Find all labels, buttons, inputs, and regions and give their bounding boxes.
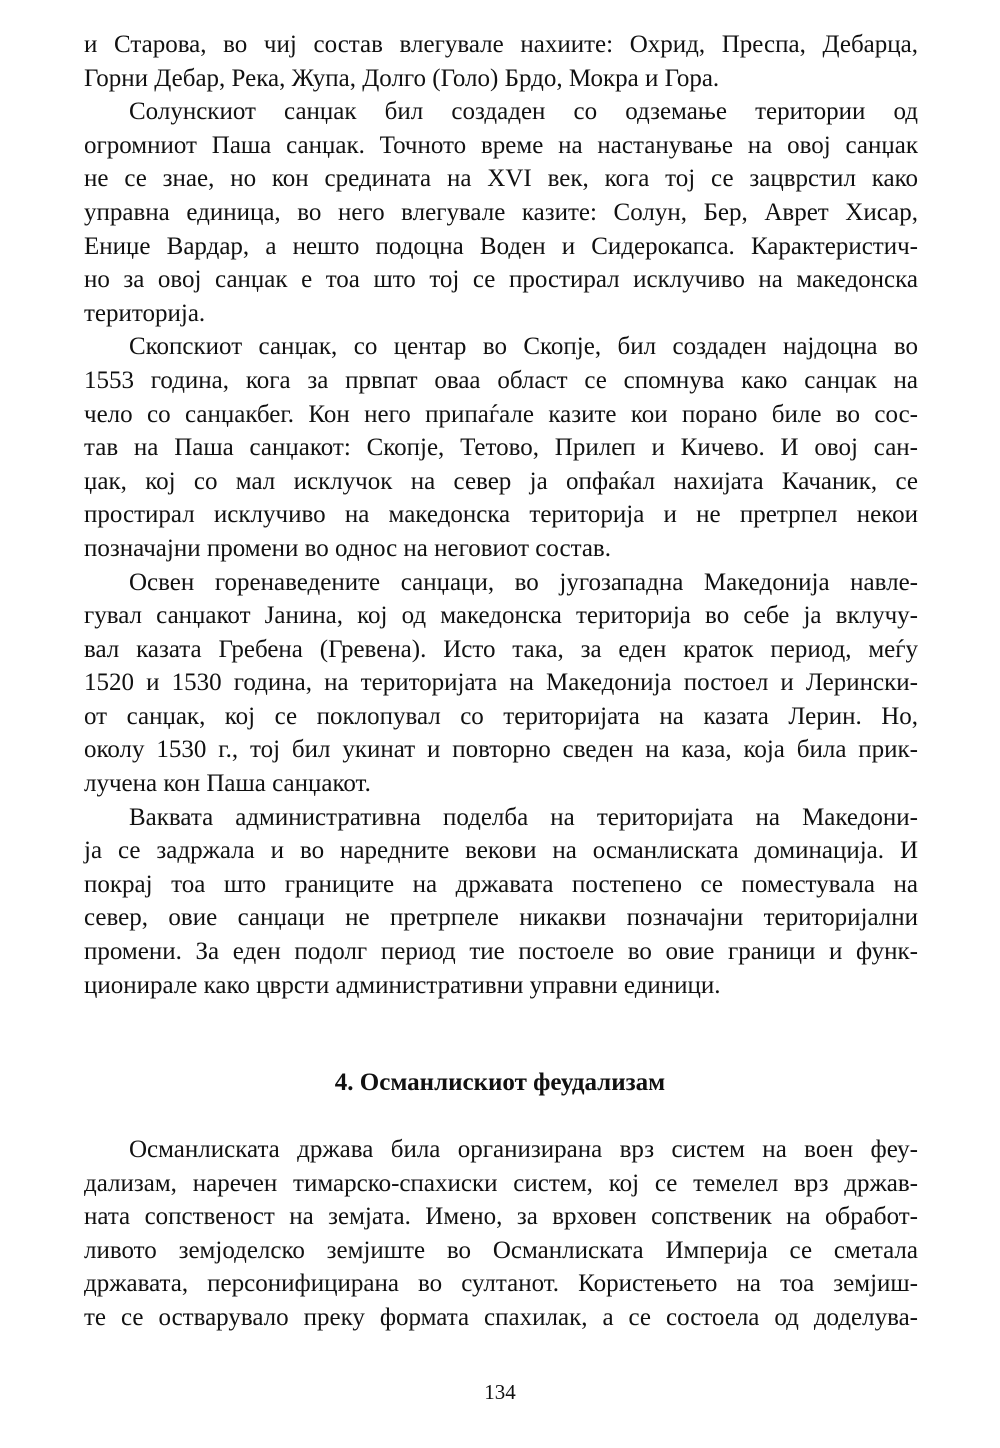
text-line: Горни Дебар, Река, Жупа, Долго (Голо) Брдо, Мокра и Гора. (84, 64, 720, 92)
text-line: те се остварувало преку формата спахилак, а се состоела од доделува- (84, 1303, 918, 1331)
text-line: Ениџе Вардар, а нешто подоцна Воден и Сидерокапса. Карактеристич- (84, 232, 918, 260)
text-line: џак, кој со мал исклучок на север ја опфаќал нахијата Качаник, се (84, 467, 918, 495)
text-line: промени. За еден подолг период тие постоеле во овие граници и функ- (84, 938, 918, 966)
text-line: огромниот Паша санџак. Точното време на настанување на овој санџак (84, 131, 918, 159)
text-line: простирал исклучиво на македонска територија и не претрпел некои (84, 501, 918, 529)
text-line: и Старова, во чиј состав влегувале нахиите: Охрид, Преспа, Дебарца, (84, 31, 918, 58)
text-line: територија. (84, 299, 206, 327)
text-line: Освен горенаведените санџаци, во југозападна Македонија навле- (129, 568, 918, 596)
page-number: 134 (484, 1380, 516, 1404)
text-line: 1553 година, кога за првпат оваа област се спомнува како санџак на (84, 366, 918, 394)
text-line: Ваквата административна поделба на територијата на Македони- (129, 803, 918, 831)
text-line: ливото земјоделско земјиште во Османлиската Империја се сметала (84, 1236, 918, 1264)
text-line: околу 1530 г., тој бил укинат и повторно сведен на каза, која била прик- (84, 736, 918, 764)
text-line: Солунскиот санџак бил создаден со одземање територии од (129, 98, 918, 126)
text-line: чело со санџакбег. Кон него припаѓале казите кои порано биле во сос- (84, 400, 918, 428)
text-line: ционирале како цврсти административни управни единици. (84, 971, 721, 999)
text-line: дализам, наречен тимарско-спахиски систем, кој се темелел врз држав- (84, 1169, 918, 1197)
body-text-top (84, 28, 918, 1002)
text-line: но за овој санџак е тоа што тој се простирал исклучиво на македонска (84, 266, 918, 294)
text-line: вал казата Гребена (Гревена). Исто така, за еден краток период, меѓу (84, 635, 918, 663)
text-line: ната сопственост на земјата. Имено, за врховен сопственик на обработ- (84, 1203, 918, 1231)
text-line: државата, персонифицирана во султанот. Користењето на тоа земјиш- (84, 1270, 918, 1298)
text-line: покрај тоа што границите на државата постепено се поместувала на (84, 870, 918, 898)
text-line: управна единица, во него влегувале казите: Солун, Бер, Аврет Хисар, (84, 198, 918, 226)
text-line: позначајни промени во однос на неговиот состав. (84, 534, 611, 562)
text-line: гувал санџакот Јанина, кој од македонска територија во себе ја вклучу- (84, 602, 918, 630)
text-line: не се знае, но кон средината на XVI век, кога тој се зацврстил како (84, 165, 918, 193)
body-text-bottom (84, 1133, 918, 1335)
text-line: от санџак, кој се поклопувал со територијата на казата Лерин. Но, (84, 702, 918, 730)
text-line: ја се задржала и во наредните векови на османлиската доминација. И (84, 837, 918, 865)
text-line: лучена кон Паша санџакот. (84, 770, 371, 798)
text-line: 1520 и 1530 година, на територијата на Македонија постоел и Леринcки- (84, 669, 918, 697)
text-line: север, овие санџаци не претрпеле никакви позначајни територијални (84, 904, 918, 932)
text-line: Османлиската држава била организирана врз систем на воен феу- (129, 1136, 918, 1163)
section-heading: 4. Османлискиот феудализам (334, 1069, 666, 1096)
text-line: тав на Паша санџакот: Скопје, Тетово, Прилеп и Кичево. И овој сан- (84, 434, 918, 462)
text-line: Скопскиот санџак, со центар во Скопје, бил создаден најдоцна во (129, 333, 918, 361)
